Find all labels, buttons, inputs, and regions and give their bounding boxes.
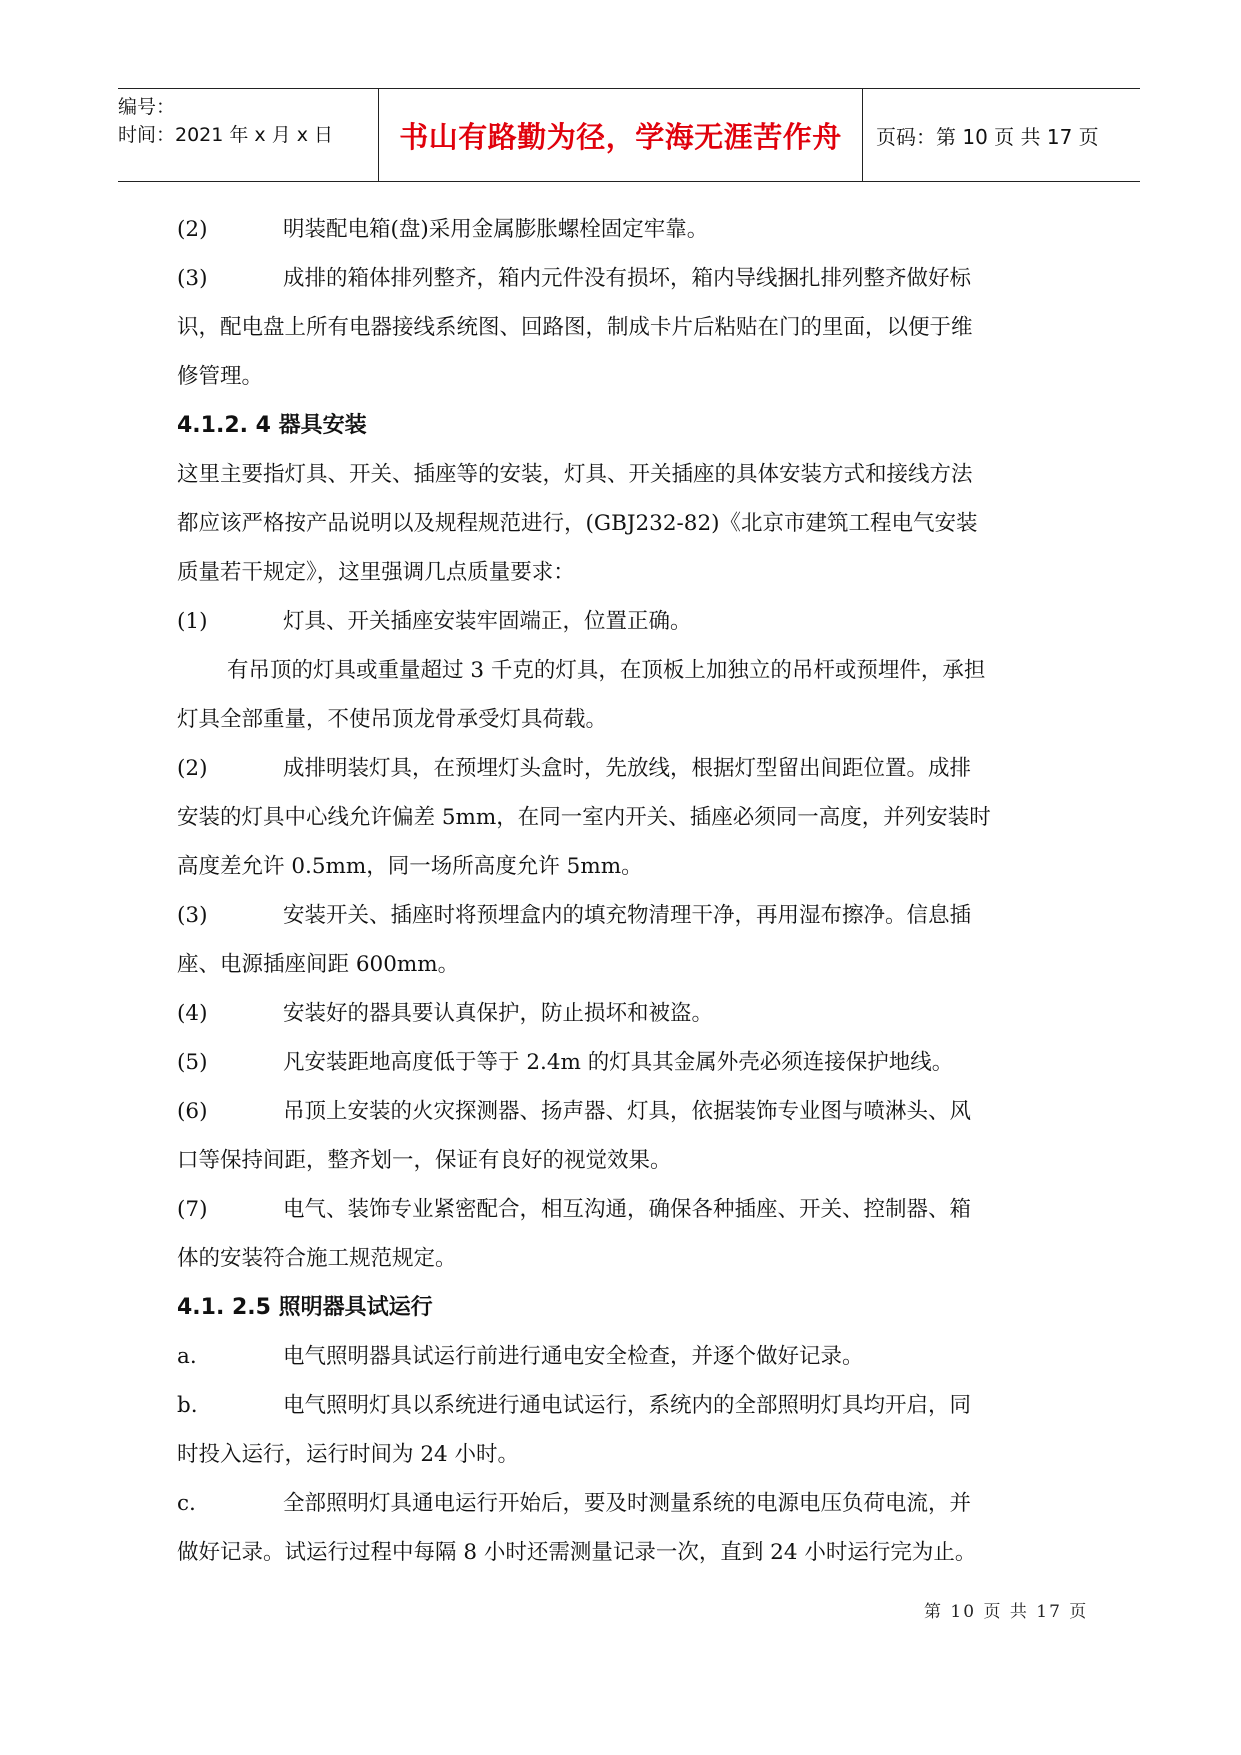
item-number: (2)	[177, 756, 208, 781]
paragraph-text: 吊顶上安装的火灾探测器、扬声器、灯具，依据装饰专业图与喷淋头、风	[283, 1099, 972, 1124]
header-page-info: 页码：第 10 页 共 17 页	[876, 124, 1099, 149]
paragraph-text: 灯具、开关插座安装牢固端正，位置正确。	[283, 609, 692, 634]
date-label: 时间：2021 年 x 月 x 日	[118, 124, 334, 146]
paragraph-text: 全部照明灯具通电运行开始后，要及时测量系统的电源电压负荷电流，并	[283, 1491, 972, 1516]
paragraph-line	[177, 1185, 1085, 1234]
paragraph-text: 成排的箱体排列整齐，箱内元件没有损坏，箱内导线捆扎排列整齐做好标	[283, 266, 972, 291]
paragraph-line	[177, 1381, 1085, 1430]
paragraph-line	[177, 891, 1085, 940]
paragraph-text: 电气照明灯具以系统进行通电试运行，系统内的全部照明灯具均开启，同	[283, 1393, 972, 1418]
header-meta	[118, 89, 378, 181]
paragraph-line: 识，配电盘上所有电器接线系统图、回路图，制成卡片后粘贴在门的里面，以便于维	[177, 315, 973, 340]
paragraph-line: 做好记录。试运行过程中每隔 8 小时还需测量记录一次，直到 24 小时运行完为止。	[177, 1540, 977, 1565]
document-body	[177, 205, 1085, 1577]
paragraph-text: 电气照明器具试运行前进行通电安全检查，并逐个做好记录。	[283, 1344, 864, 1369]
section-heading: 4.1. 2.5 照明器具试运行	[177, 1295, 433, 1320]
paragraph-line: 修管理。	[177, 364, 264, 389]
paragraph-line	[177, 1479, 1085, 1528]
item-number: (5)	[177, 1050, 208, 1075]
item-number: (1)	[177, 609, 208, 634]
paragraph-line	[177, 744, 1085, 793]
paragraph	[177, 1038, 1085, 1087]
paragraph-line: 安装的灯具中心线允许偏差 5mm，在同一室内开关、插座必须同一高度，并列安装时	[177, 805, 991, 830]
paragraph-text: 成排明装灯具，在预埋灯头盒时，先放线，根据灯型留出间距位置。成排	[283, 756, 972, 781]
section-heading: 4.1.2. 4 器具安装	[177, 413, 367, 438]
paragraph	[177, 597, 1085, 646]
item-number: (3)	[177, 266, 208, 291]
item-number: c.	[177, 1491, 196, 1516]
paragraph-line: 都应该严格按产品说明以及规程规范进行，(GBJ232-82)《北京市建筑工程电气安装	[177, 511, 978, 536]
motto-text: 书山有路勤为径，学海无涯苦作舟	[399, 119, 842, 154]
page-footer-number: 第 10 页 共 17 页	[924, 1602, 1089, 1622]
item-number: (6)	[177, 1099, 208, 1124]
paragraph-line	[177, 254, 1085, 303]
item-number: (2)	[177, 217, 208, 242]
page-header	[118, 88, 1140, 182]
paragraph-line: 这里主要指灯具、开关、插座等的安装，灯具、开关插座的具体安装方式和接线方法	[177, 462, 973, 487]
paragraph	[177, 205, 1085, 254]
item-number: (4)	[177, 1001, 208, 1026]
paragraph	[177, 1332, 1085, 1381]
paragraph-line: 灯具全部重量，不使吊顶龙骨承受灯具荷载。	[177, 707, 608, 732]
serial-number-label: 编号：	[118, 96, 176, 118]
item-number: a.	[177, 1344, 197, 1369]
paragraph-line: 质量若干规定》，这里强调几点质量要求：	[177, 560, 575, 585]
paragraph-line: 有吊顶的灯具或重量超过 3 千克的灯具，在顶板上加独立的吊杆或预埋件，承担	[227, 658, 986, 683]
paragraph-line: 口等保持间距，整齐划一，保证有良好的视觉效果。	[177, 1148, 672, 1173]
paragraph-text: 电气、装饰专业紧密配合，相互沟通，确保各种插座、开关、控制器、箱	[283, 1197, 972, 1222]
paragraph-line: 高度差允许 0.5mm，同一场所高度允许 5mm。	[177, 854, 643, 879]
paragraph-line: 座、电源插座间距 600mm。	[177, 952, 460, 977]
paragraph-line: 体的安装符合施工规范规定。	[177, 1246, 457, 1271]
paragraph-text: 安装开关、插座时将预埋盒内的填充物清理干净，再用湿布擦净。信息插	[283, 903, 972, 928]
paragraph-line: 时投入运行，运行时间为 24 小时。	[177, 1442, 520, 1467]
paragraph	[177, 989, 1085, 1038]
paragraph-line	[177, 1087, 1085, 1136]
item-number: (7)	[177, 1197, 208, 1222]
item-number: (3)	[177, 903, 208, 928]
header-motto-cell	[378, 89, 863, 181]
paragraph-text: 凡安装距地高度低于等于 2.4m 的灯具其金属外壳必须连接保护地线。	[283, 1050, 954, 1075]
paragraph-text: 安装好的器具要认真保护，防止损坏和被盗。	[283, 1001, 714, 1026]
paragraph-text: 明装配电箱(盘)采用金属膨胀螺栓固定牢靠。	[283, 217, 709, 242]
item-number: b.	[177, 1393, 198, 1418]
